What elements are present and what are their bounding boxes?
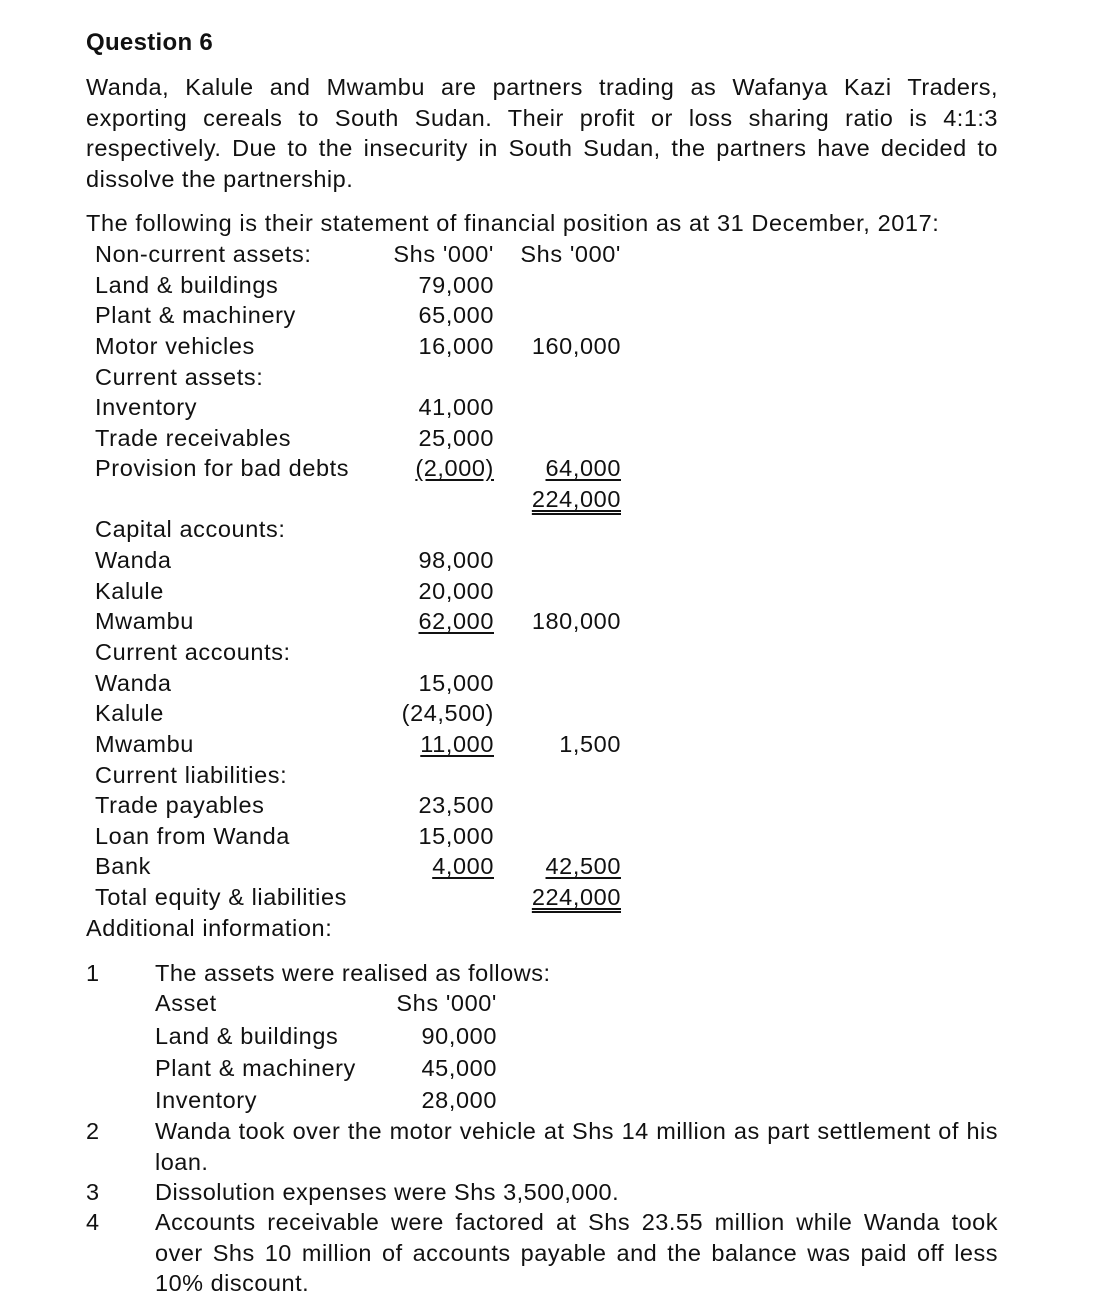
sofp-row-label: Bank — [95, 853, 151, 879]
sofp-row-c1: 4,000 — [432, 853, 494, 879]
sofp-row-label: Total equity & liabilities — [95, 884, 348, 910]
sofp-row-label: Non-current assets: — [95, 241, 312, 267]
sofp-row-label: Trade receivables — [95, 425, 292, 451]
sofp-row-label: Current accounts: — [95, 639, 291, 665]
col2-header: Shs '000' — [520, 241, 621, 267]
sofp-row-c1: 98,000 — [418, 547, 494, 573]
sofp-row-c2: 42,500 — [545, 853, 621, 879]
list-item-text: The assets were realised as follows: — [155, 960, 551, 986]
sofp-row-c1: 20,000 — [418, 578, 494, 604]
sofp-intro: The following is their statement of financial position as at 31 December, 2017: — [86, 210, 940, 236]
sofp-row-c1: (2,000) — [415, 455, 494, 481]
total-assets: 224,000 — [531, 486, 621, 512]
sofp-row-c2: 64,000 — [545, 455, 621, 481]
realised-value: 90,000 — [421, 1023, 497, 1049]
sofp-row-label: Provision for bad debts — [95, 455, 350, 481]
sofp-row-c2: 160,000 — [531, 333, 621, 359]
sofp-row-c1: 65,000 — [418, 302, 494, 328]
sofp-row-label: Kalule — [95, 578, 164, 604]
realised-asset-header: Asset — [155, 990, 217, 1016]
list-number: 3 — [86, 1179, 100, 1205]
sofp-row-c1: 62,000 — [418, 608, 494, 634]
sofp-row-label: Wanda — [95, 547, 172, 573]
additional-heading: Additional information: — [86, 915, 333, 941]
question-title: Question 6 — [86, 29, 214, 56]
realised-asset: Land & buildings — [155, 1023, 339, 1049]
sofp-row-c1: 16,000 — [418, 333, 494, 359]
list-item-text: Dissolution expenses were Shs 3,500,000. — [155, 1179, 620, 1205]
list-item-text: Accounts receivable were factored at Shs 23.55 million while Wanda took over Shs 10 million of accounts payable and the balance was paid off less 10% discount. — [155, 1209, 998, 1297]
sofp-row-label: Land & buildings — [95, 272, 279, 298]
list-number: 2 — [86, 1118, 100, 1144]
sofp-row-label: Inventory — [95, 394, 198, 420]
sofp-row-label: Wanda — [95, 670, 172, 696]
sofp-row-label: Motor vehicles — [95, 333, 255, 359]
list-number: 1 — [86, 960, 100, 986]
sofp-row-c2: 180,000 — [531, 608, 621, 634]
list-number: 4 — [86, 1209, 100, 1235]
sofp-row-c1: 15,000 — [418, 823, 494, 849]
sofp-row-c1: (24,500) — [401, 700, 494, 726]
realised-value: 45,000 — [421, 1055, 497, 1081]
sofp-row-c1: 79,000 — [418, 272, 494, 298]
sofp-row-label: Plant & machinery — [95, 302, 296, 328]
realised-value-header: Shs '000' — [396, 990, 497, 1016]
sofp-row-label: Current liabilities: — [95, 762, 288, 788]
sofp-row-c1: 41,000 — [418, 394, 494, 420]
col1-header: Shs '000' — [393, 241, 494, 267]
sofp-row-c1: 25,000 — [418, 425, 494, 451]
sofp-row-c1: 11,000 — [420, 731, 494, 757]
total-equity-liabilities: 224,000 — [531, 884, 621, 910]
sofp-row-label: Capital accounts: — [95, 516, 286, 542]
sofp-row-label: Current assets: — [95, 364, 264, 390]
sofp-row-label: Mwambu — [95, 731, 194, 757]
sofp-row-label: Trade payables — [95, 792, 265, 818]
sofp-row-label: Mwambu — [95, 608, 194, 634]
intro-paragraph: Wanda, Kalule and Mwambu are partners trading as Wafanya Kazi Traders, exporting cereals to South Sudan. Their profit or loss sharing ratio is 4:1:3 respectively. Due to the insecurity in South Sudan, the partners have decided to dissolve the partnership. — [86, 74, 998, 192]
list-item-text: Wanda took over the motor vehicle at Shs 14 million as part settlement of his loan. — [155, 1118, 998, 1175]
realised-asset: Plant & machinery — [155, 1055, 356, 1081]
sofp-row-label: Kalule — [95, 700, 164, 726]
realised-asset: Inventory — [155, 1087, 258, 1113]
sofp-row-label: Loan from Wanda — [95, 823, 290, 849]
sofp-row-c1: 15,000 — [418, 670, 494, 696]
sofp-row-c2: 1,500 — [559, 731, 621, 757]
sofp-row-c1: 23,500 — [418, 792, 494, 818]
realised-value: 28,000 — [421, 1087, 497, 1113]
